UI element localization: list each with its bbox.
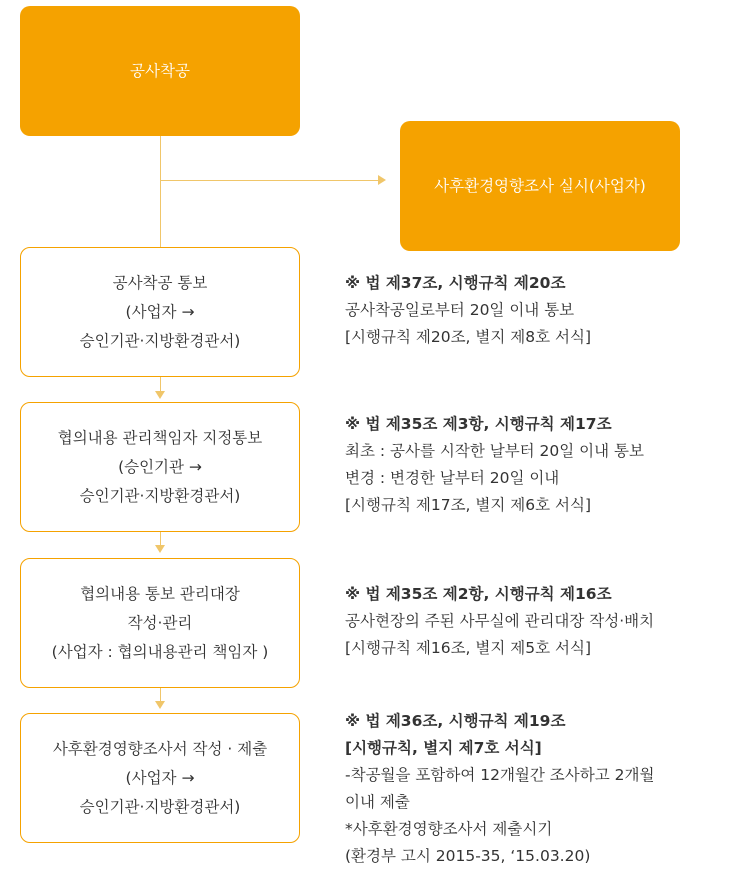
note-heading: ※ 법 제35조 제3항, 시행규칙 제17조 [345, 415, 612, 433]
note-line: [시행규칙 제16조, 별지 제5호 서식] [345, 639, 591, 657]
connector-line [160, 532, 161, 545]
note-heading: [시행규칙, 별지 제7호 서식] [345, 739, 542, 757]
connector-line [160, 688, 161, 701]
note-line: 최초 : 공사를 시작한 날부터 20일 이내 통보 [345, 442, 645, 460]
note-line: [시행규칙 제20조, 별지 제8호 서식] [345, 328, 591, 346]
note-line: 공사착공일로부터 20일 이내 통보 [345, 301, 575, 319]
step-line: (사업자 → [125, 302, 195, 321]
note-line: 이내 제출 [345, 793, 410, 811]
note-survey-report [345, 708, 654, 870]
step-line: 작성·관리 [127, 613, 193, 632]
note-line: -착공월을 포함하여 12개월간 조사하고 2개월 [345, 766, 655, 784]
connector-line [160, 136, 161, 247]
branch-label: 사후환경영향조사 실시(사업자) [434, 176, 646, 195]
note-manager-designation [345, 411, 644, 519]
connector-line [160, 377, 161, 391]
start-box [20, 6, 300, 136]
step-line: 승인기관·지방환경관서) [79, 797, 241, 816]
step-line: 협의내용 관리책임자 지정통보 [57, 428, 263, 447]
arrow-down-icon [155, 701, 165, 709]
note-heading: ※ 법 제37조, 시행규칙 제20조 [345, 274, 566, 292]
step-box-manager-designation [20, 402, 300, 532]
start-label: 공사착공 [130, 61, 190, 80]
arrow-down-icon [155, 545, 165, 553]
step-line: 승인기관·지방환경관서) [79, 331, 241, 350]
note-ledger-management [345, 581, 654, 662]
note-line: 변경 : 변경한 날부터 20일 이내 [345, 469, 560, 487]
step-box-survey-report [20, 713, 300, 843]
note-heading: ※ 법 제36조, 시행규칙 제19조 [345, 712, 566, 730]
step-line: (승인기관 → [118, 457, 202, 476]
note-line: [시행규칙 제17조, 별지 제6호 서식] [345, 496, 591, 514]
step-box-construction-notice [20, 247, 300, 377]
branch-box [400, 121, 680, 251]
step-line: (사업자 → [125, 768, 195, 787]
step-line: 공사착공 통보 [112, 273, 208, 292]
step-line: 사후환경영향조사서 작성 · 제출 [52, 739, 268, 758]
note-construction-notice [345, 270, 591, 351]
step-line: (사업자 : 협의내용관리 책임자 ) [51, 642, 269, 661]
arrow-right-icon [378, 175, 386, 185]
note-heading: ※ 법 제35조 제2항, 시행규칙 제16조 [345, 585, 612, 603]
note-line: 공사현장의 주된 사무실에 관리대장 작성·배치 [345, 612, 655, 630]
connector-branch-line [160, 180, 378, 181]
step-box-ledger-management [20, 558, 300, 688]
note-line: *사후환경영향조사서 제출시기 [345, 820, 553, 838]
arrow-down-icon [155, 391, 165, 399]
step-line: 승인기관·지방환경관서) [79, 486, 241, 505]
note-line: (환경부 고시 2015-35, ‘15.03.20) [345, 847, 591, 865]
step-line: 협의내용 통보 관리대장 [80, 584, 240, 603]
